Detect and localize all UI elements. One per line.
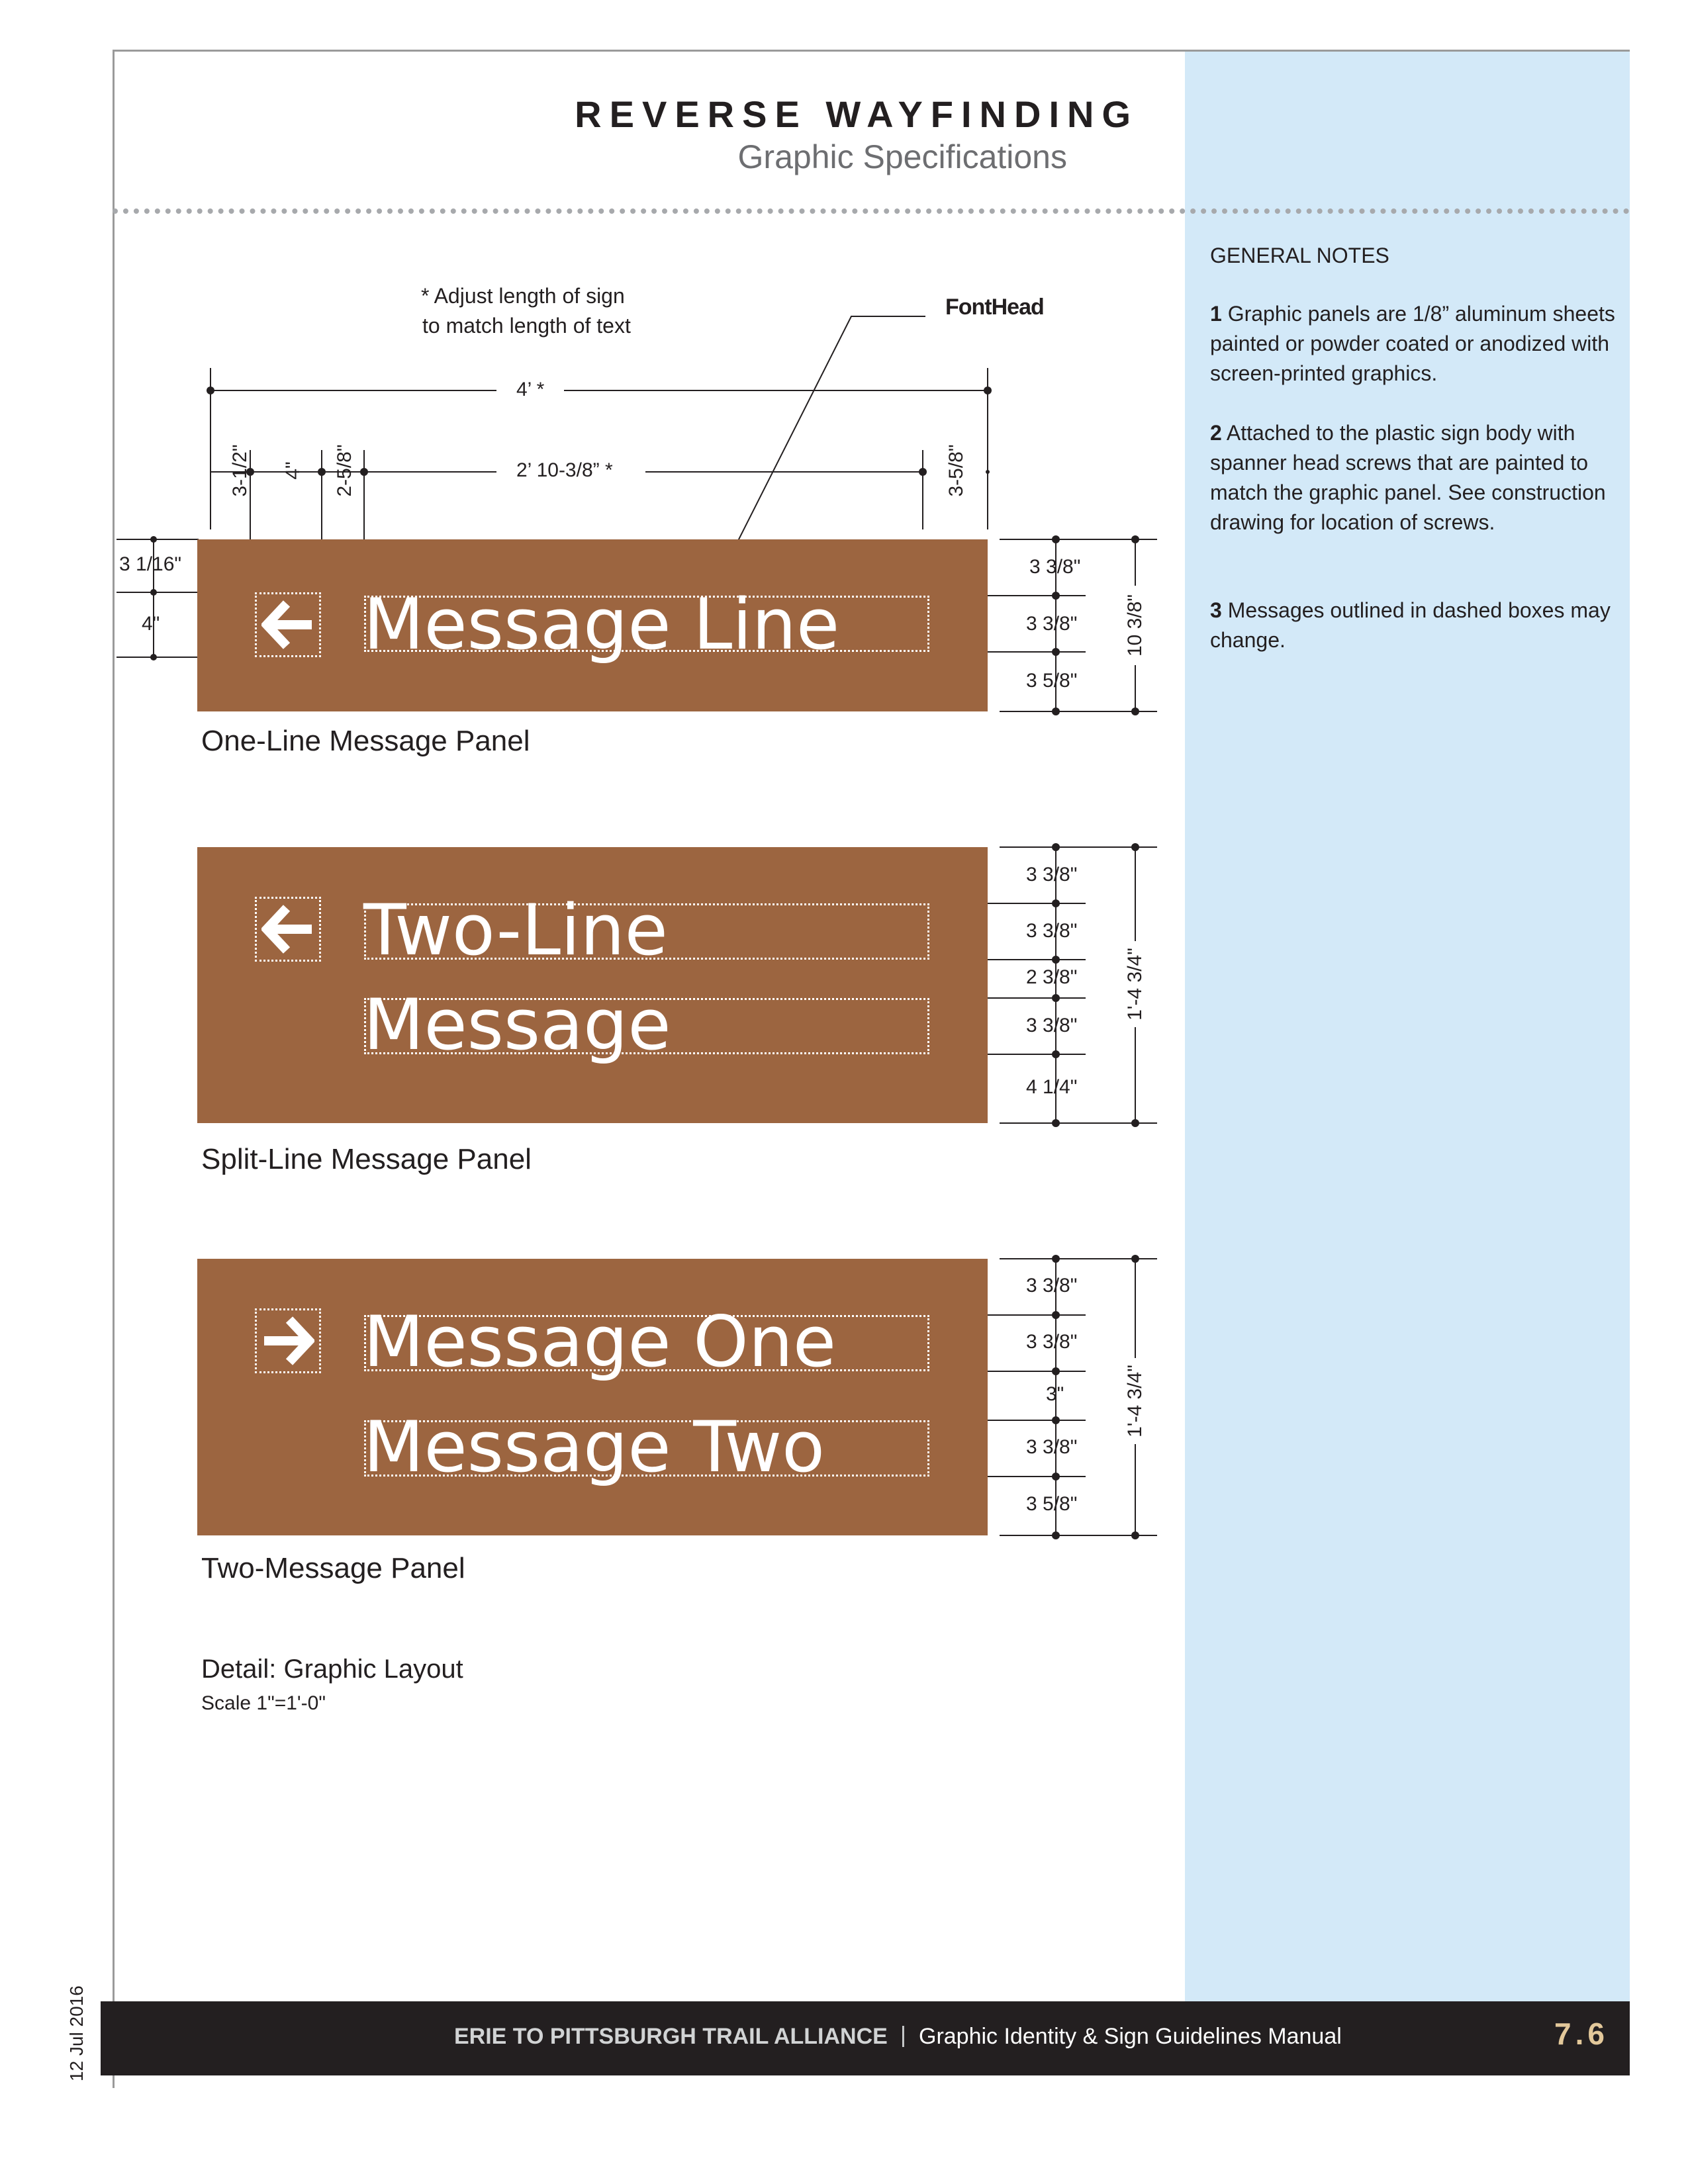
- panel1-arrow-box: [255, 592, 321, 657]
- footer-manual-title: Graphic Identity & Sign Guidelines Manual: [919, 2024, 1342, 2049]
- left-arrow-icon: [261, 904, 314, 954]
- dim-arrow-width: 4": [282, 461, 304, 480]
- panel3-caption: Two-Message Panel: [201, 1552, 465, 1584]
- note-1-text: Graphic panels are 1/8” aluminum sheets painted or powder coated or anodized with screen-printed graphics.: [1210, 302, 1615, 385]
- panel2-line1: Two-Line: [363, 889, 668, 971]
- page-title: REVERSE WAYFINDING: [575, 93, 1139, 135]
- panel1-dim-total: 10 3/8": [1124, 586, 1147, 665]
- panel3-line1: Message One: [363, 1301, 837, 1383]
- panel2-dim-2: 3 3/8": [1026, 920, 1078, 942]
- panel3-dim-4: 3 3/8": [1026, 1436, 1078, 1458]
- panel2-dim-total: 1'-4 3/4": [1124, 941, 1147, 1027]
- panel3-dim-2: 3 3/8": [1026, 1331, 1078, 1353]
- page-number: 7.6: [1554, 2017, 1609, 2051]
- adjust-note-line-1: * Adjust length of sign: [421, 284, 625, 308]
- panel3-arrow-box: [255, 1308, 321, 1373]
- two-message-panel: [197, 1259, 988, 1535]
- fonthead-label: FontHead: [945, 295, 1044, 320]
- dim-left-margin: 3-1/2": [229, 444, 251, 497]
- panel2-line2: Message: [363, 984, 671, 1066]
- note-1-number: 1: [1210, 302, 1222, 326]
- adjust-note-line-2: to match length of text: [422, 314, 631, 338]
- panel1-dim-3: 3 5/8": [1026, 670, 1078, 692]
- dim-overall-width: 4’ *: [510, 379, 551, 401]
- note-2-text: Attached to the plastic sign body with spanner head screws that are painted to match the graphic panel. See construction drawing for location of screws.: [1210, 421, 1606, 534]
- page-subtitle: Graphic Specifications: [737, 138, 1067, 175]
- left-arrow-icon: [261, 600, 314, 650]
- detail-title: Detail: Graphic Layout: [201, 1655, 463, 1684]
- note-3-number: 3: [1210, 598, 1222, 622]
- panel3-dim-total: 1'-4 3/4": [1124, 1358, 1147, 1444]
- panel1-dim-1: 3 3/8": [1029, 556, 1081, 578]
- note-2-number: 2: [1210, 421, 1222, 445]
- panel2-arrow-box: [255, 897, 321, 962]
- panel1-dim-2: 3 3/8": [1026, 613, 1078, 635]
- right-arrow-icon: [261, 1316, 314, 1366]
- panel3-line2: Message Two: [363, 1406, 825, 1488]
- panel2-dim-1: 3 3/8": [1026, 864, 1078, 886]
- panel2-caption: Split-Line Message Panel: [201, 1143, 532, 1175]
- panel3-dim-3: 3": [1046, 1383, 1064, 1405]
- date-stamp: 12 Jul 2016: [66, 1985, 87, 2081]
- notes-heading: GENERAL NOTES: [1210, 244, 1389, 267]
- dim-arrow-gap: 2-5/8": [334, 444, 355, 497]
- panel1-dim-arrow-height: 4": [142, 613, 160, 635]
- panel1-dim-top-left: 3 1/16": [119, 553, 182, 575]
- panel3-dim-1: 3 3/8": [1026, 1275, 1078, 1297]
- panel1-message: Message Line: [363, 584, 840, 665]
- note-3-text: Messages outlined in dashed boxes may change.: [1210, 598, 1611, 652]
- dim-right-margin: 3-5/8": [945, 444, 967, 497]
- panel2-dim-5: 4 1/4": [1026, 1076, 1078, 1098]
- footer-organization: ERIE TO PITTSBURGH TRAIL ALLIANCE: [454, 2024, 888, 2049]
- panel3-dim-5: 3 5/8": [1026, 1493, 1078, 1515]
- panel2-dim-4: 3 3/8": [1026, 1015, 1078, 1036]
- panel2-dim-3: 2 3/8": [1026, 966, 1078, 988]
- panel1-caption: One-Line Message Panel: [201, 725, 530, 757]
- detail-scale: Scale 1"=1'-0": [201, 1692, 326, 1714]
- dim-inner-width: 2’ 10-3/8” *: [510, 459, 620, 482]
- footer-separator: |: [900, 2023, 906, 2048]
